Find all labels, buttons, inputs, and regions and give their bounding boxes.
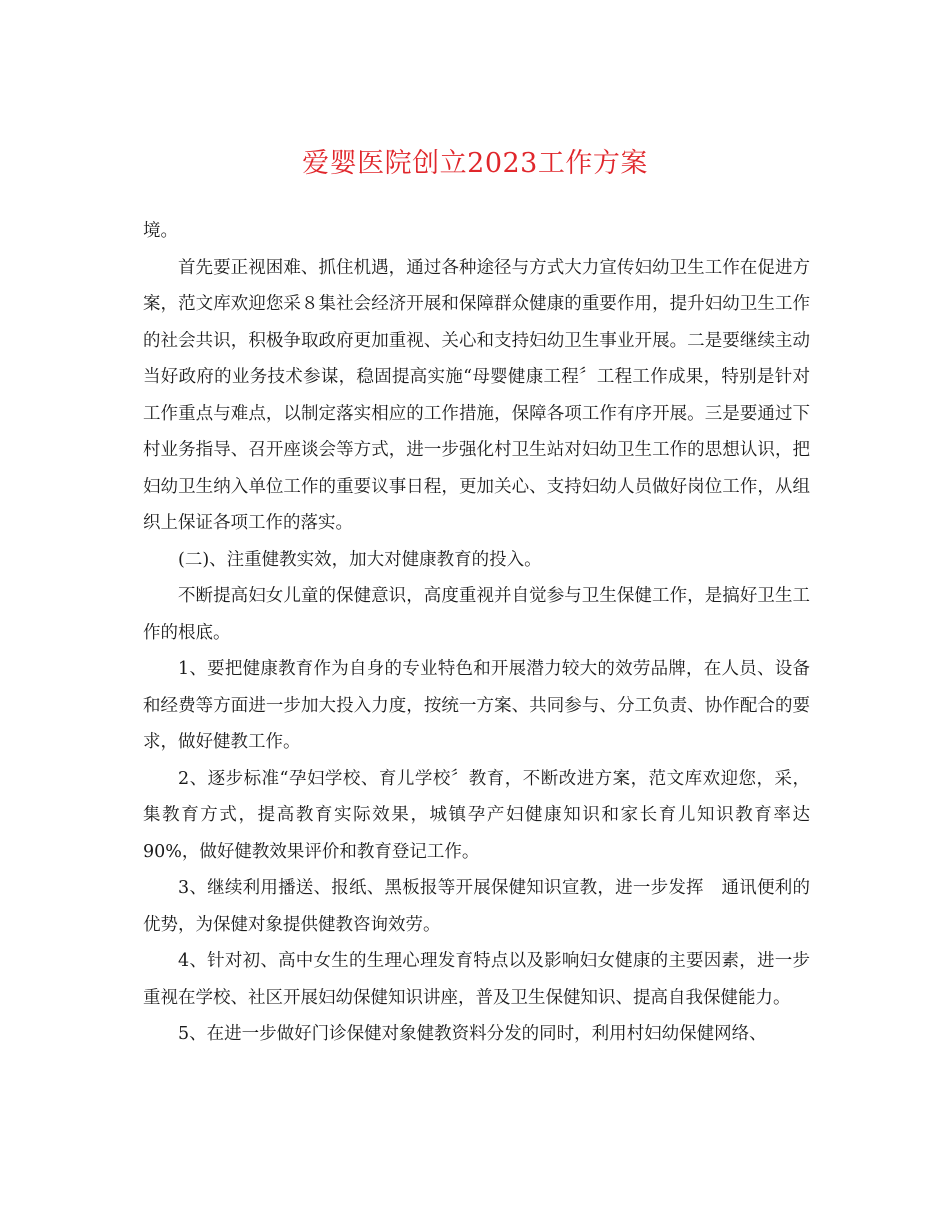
list-item: 1、要把健康教育作为自身的专业特色和开展潜力较大的效劳品牌，在人员、设备和经费等方面进一步加大投入力度，按统一方案、共同参与、分工负责、协作配合的要求，做好健教工作。	[143, 659, 810, 752]
list-item: 5、在进一步做好门诊保健对象健教资料分发的同时，利用村妇幼保健网络、	[178, 1024, 767, 1044]
paragraph: 首先要正视困难、抓住机遇，通过各种途径与方式大力宣传妇幼卫生工作在促进方案，范文库欢迎您采８集社会经济开展和保障群众健康的重要作用，提升妇幼卫生工作的社会共识，积极争取政府更加重视、关心和支持妇幼卫生事业开展。二是要继续主动当好政府的业务技术参谋，稳固提高实施“母婴健康工程〞工程工作成果，特别是针对工作重点与难点，以制定落实相应的工作措施，保障各项工作有序开展。三是要通过下村业务指导、召开座谈会等方式，进一步强化村卫生站对妇幼卫生工作的思想认识，把妇幼卫生纳入单位工作的重要议事日程，更加关心、支持妇幼人员做好岗位工作，从组织上保证各项工作的落实。	[143, 257, 810, 533]
list-item: 2、逐步标准“孕妇学校、育儿学校〞教育，不断改进方案，范文库欢迎您，采，集教育方式，提高教育实际效果，城镇孕产妇健康知识和家长育儿知识教育率达90%，做好健教效果评价和教育登记工作。	[143, 768, 810, 862]
paragraph: 不断提高妇女儿童的保健意识，高度重视并自觉参与卫生保健工作，是搞好卫生工作的根底。	[143, 586, 810, 643]
document-body	[143, 213, 810, 1053]
paragraph-continuation: 境。	[143, 221, 178, 241]
list-item: 4、针对初、高中女生的生理心理发育特点以及影响妇女健康的主要因素，进一步重视在学校、社区开展妇幼保健知识讲座，普及卫生保健知识、提高自我保健能力。	[143, 951, 810, 1008]
section-heading: (二)、注重健教实效，加大对健康教育的投入。	[178, 549, 542, 570]
list-item: 3、继续利用播送、报纸、黑板报等开展保健知识宣教，进一步发挥 通讯便利的优势，为保健对象提供健教咨询效劳。	[143, 878, 810, 935]
document-title: 爱婴医院创立2023工作方案	[302, 148, 648, 179]
